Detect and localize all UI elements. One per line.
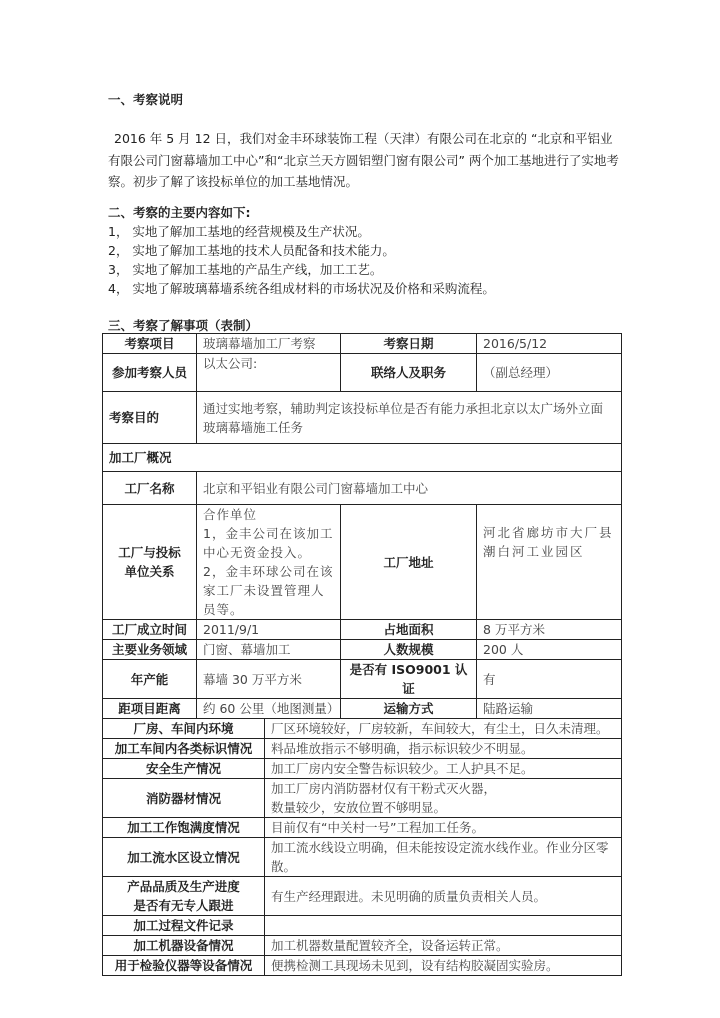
- list-item: 2， 实地了解加工基地的技术人员配备和技术能力。: [108, 243, 395, 258]
- address-label: 工厂地址: [341, 505, 477, 620]
- section3-title: 三、考察了解事项（表制）: [108, 318, 259, 333]
- detail-value: 便携检测工具现场未见到，设有结构胶凝固实验房。: [265, 956, 622, 976]
- grid-v1: 约 60 公里（地图测量）: [197, 699, 341, 719]
- detail-label: 安全生产情况: [103, 759, 265, 779]
- section2-title: 二、考察的主要内容如下:: [108, 205, 251, 220]
- table-row: [103, 779, 622, 818]
- detail-value: 料品堆放指示不够明确，指示标识较少不明显。: [265, 739, 622, 759]
- content-list: [108, 222, 495, 298]
- grid-v1: 幕墙 30 万平方米: [197, 660, 341, 699]
- members-value: 以太公司:: [197, 354, 341, 392]
- grid-l2: 运输方式: [341, 699, 477, 719]
- table-row: [103, 620, 622, 640]
- overview-label: 加工厂概况: [103, 444, 622, 472]
- detail-label: 用于检验仪器等设备情况: [103, 956, 265, 976]
- detail-value: 加工厂房内消防器材仅有干粉式灭火器， 数量较少，安放位置不够明显。: [265, 779, 622, 818]
- relation-value: [197, 505, 341, 620]
- grid-v2: 200 人: [477, 640, 622, 660]
- table-row: [103, 660, 622, 699]
- grid-v1: 2011/9/1: [197, 620, 341, 640]
- inspection-table: [102, 333, 622, 976]
- list-item: 4， 实地了解玻璃幕墙系统各组成材料的市场状况及价格和采购流程。: [108, 281, 495, 296]
- table-row: [103, 739, 622, 759]
- relation-line: 1，金丰公司在该加工中心无资金投入。: [203, 526, 334, 560]
- intro-paragraph: 2016 年 5 月 12 日，我们对金丰环球装饰工程（天津）有限公司在北京的 “北京和平铝业有限公司门窗幕墙加工中心”和“北京兰天方圆铝塑门窗有限公司” 两个加工基地进行了实地考察。初步了解了该投标单位的加工基地情况。: [108, 131, 619, 189]
- grid-v2: 有: [477, 660, 622, 699]
- detail-value: 目前仅有“中关村一号”工程加工任务。: [265, 818, 622, 838]
- detail-value: 加工流水线设立明确，但未能按设定流水线作业。作业分区零散。: [265, 838, 622, 877]
- relation-line: 2，金丰环球公司在该家工厂未设置管理人员等。: [203, 564, 334, 617]
- address-value: 河北省廊坊市大厂县潮白河工业园区: [477, 505, 622, 620]
- purpose-label: 考察目的: [103, 392, 197, 444]
- table-row: [103, 877, 622, 916]
- detail-label: 加工车间内各类标识情况: [103, 739, 265, 759]
- grid-v2: 8 万平方米: [477, 620, 622, 640]
- purpose-value: 通过实地考察，辅助判定该投标单位是否有能力承担北京以太广场外立面玻璃幕墙施工任务: [197, 392, 622, 444]
- grid-l1: 主要业务领域: [103, 640, 197, 660]
- table-row: [103, 916, 622, 936]
- section1-title: 一、考察说明: [108, 92, 184, 107]
- contact-value: （副总经理）: [477, 354, 622, 392]
- detail-label: 加工流水区设立情况: [103, 838, 265, 877]
- detail-value: 加工厂房内安全警告标识较少。工人护具不足。: [265, 759, 622, 779]
- factory-name-label: 工厂名称: [103, 472, 197, 505]
- detail-label: 消防器材情况: [103, 779, 265, 818]
- table-row: [103, 699, 622, 719]
- detail-value: 厂区环境较好，厂房较新，车间较大，有尘土，日久未清理。: [265, 719, 622, 739]
- contact-label: 联络人及职务: [341, 354, 477, 392]
- relation-line: 合作单位: [203, 507, 258, 522]
- detail-label: 厂房、车间内环境: [103, 719, 265, 739]
- table-row: [103, 818, 622, 838]
- detail-label: 加工工作饱满度情况: [103, 818, 265, 838]
- table-row: [103, 956, 622, 976]
- date-label: 考察日期: [341, 334, 477, 354]
- detail-value: 有生产经理跟进。未见明确的质量负责相关人员。: [265, 877, 622, 916]
- table-row: [103, 936, 622, 956]
- grid-l2: 占地面积: [341, 620, 477, 640]
- detail-label: 加工机器设备情况: [103, 936, 265, 956]
- grid-v1: 门窗、幕墙加工: [197, 640, 341, 660]
- list-item: 3， 实地了解加工基地的产品生产线，加工工艺。: [108, 262, 383, 277]
- detail-label: 加工过程文件记录: [103, 916, 265, 936]
- factory-name-value: 北京和平铝业有限公司门窗幕墙加工中心: [197, 472, 622, 505]
- list-item: 1， 实地了解加工基地的经营规模及生产状况。: [108, 224, 370, 239]
- grid-l2: 人数规模: [341, 640, 477, 660]
- table-row: [103, 838, 622, 877]
- grid-l1: 工厂成立时间: [103, 620, 197, 640]
- detail-value: 加工机器数量配置较齐全，设备运转正常。: [265, 936, 622, 956]
- project-label: 考察项目: [103, 334, 197, 354]
- grid-v2: 陆路运输: [477, 699, 622, 719]
- relation-label: 工厂与投标单位关系: [103, 505, 197, 620]
- grid-l1: 距项目距离: [103, 699, 197, 719]
- table-row: [103, 640, 622, 660]
- table-row: [103, 719, 622, 739]
- detail-label: 产品品质及生产进度 是否有无专人跟进: [103, 877, 265, 916]
- project-value: 玻璃幕墙加工厂考察: [197, 334, 341, 354]
- grid-l2: 是否有 ISO9001 认证: [341, 660, 477, 699]
- members-label: 参加考察人员: [103, 354, 197, 392]
- date-value: 2016/5/12: [477, 334, 622, 354]
- detail-value: [265, 916, 622, 936]
- table-row: [103, 759, 622, 779]
- grid-l1: 年产能: [103, 660, 197, 699]
